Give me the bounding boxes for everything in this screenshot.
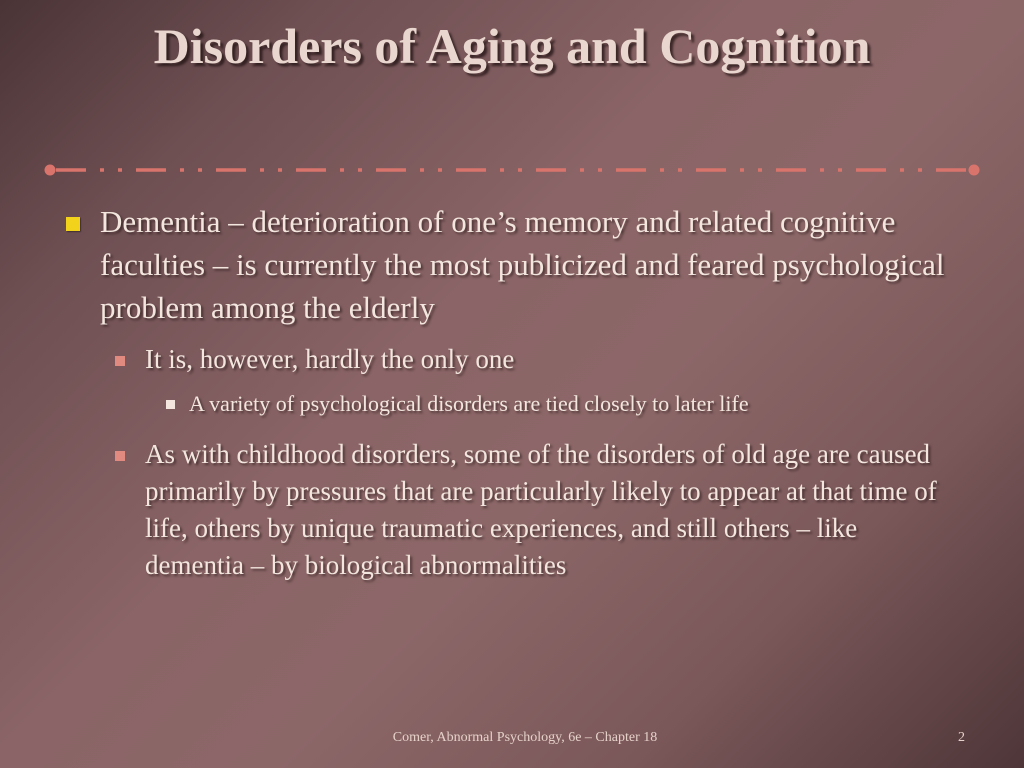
- sub-bullet-item: [107, 341, 960, 378]
- slide-footer: Comer, Abnormal Psychology, 6e – Chapter 18: [392, 730, 658, 745]
- page-number: 2: [958, 730, 965, 745]
- bullet-item: [60, 200, 960, 329]
- title-divider: [40, 158, 984, 182]
- sub-sub-bullet-item: [156, 388, 960, 420]
- bullet-list: [60, 200, 960, 584]
- bullet-text: Dementia – deterioration of one’s memory and related cognitive faculties – is currently the most publicized and feared psychological problem among the elderly: [100, 204, 945, 325]
- sub-bullet-text: It is, however, hardly the only one: [145, 344, 515, 374]
- sub-bullet-item: [107, 436, 960, 584]
- slide-title: Disorders of Aging and Cognition: [153, 18, 871, 74]
- sub-sub-bullet-marker-icon: [166, 400, 175, 409]
- sub-sub-bullet-text: A variety of psychological disorders are tied closely to later life: [189, 391, 749, 416]
- sub-bullet-text: As with childhood disorders, some of the disorders of old age are caused primarily by pressures that are particularly likely to appear at that time of life, others by unique traumatic experiences, and still others – like dementia – by biological abnormalities: [145, 439, 937, 580]
- bullet-marker-icon: [66, 217, 80, 231]
- sub-bullet-marker-icon: [115, 356, 125, 366]
- sub-bullet-marker-icon: [115, 451, 125, 461]
